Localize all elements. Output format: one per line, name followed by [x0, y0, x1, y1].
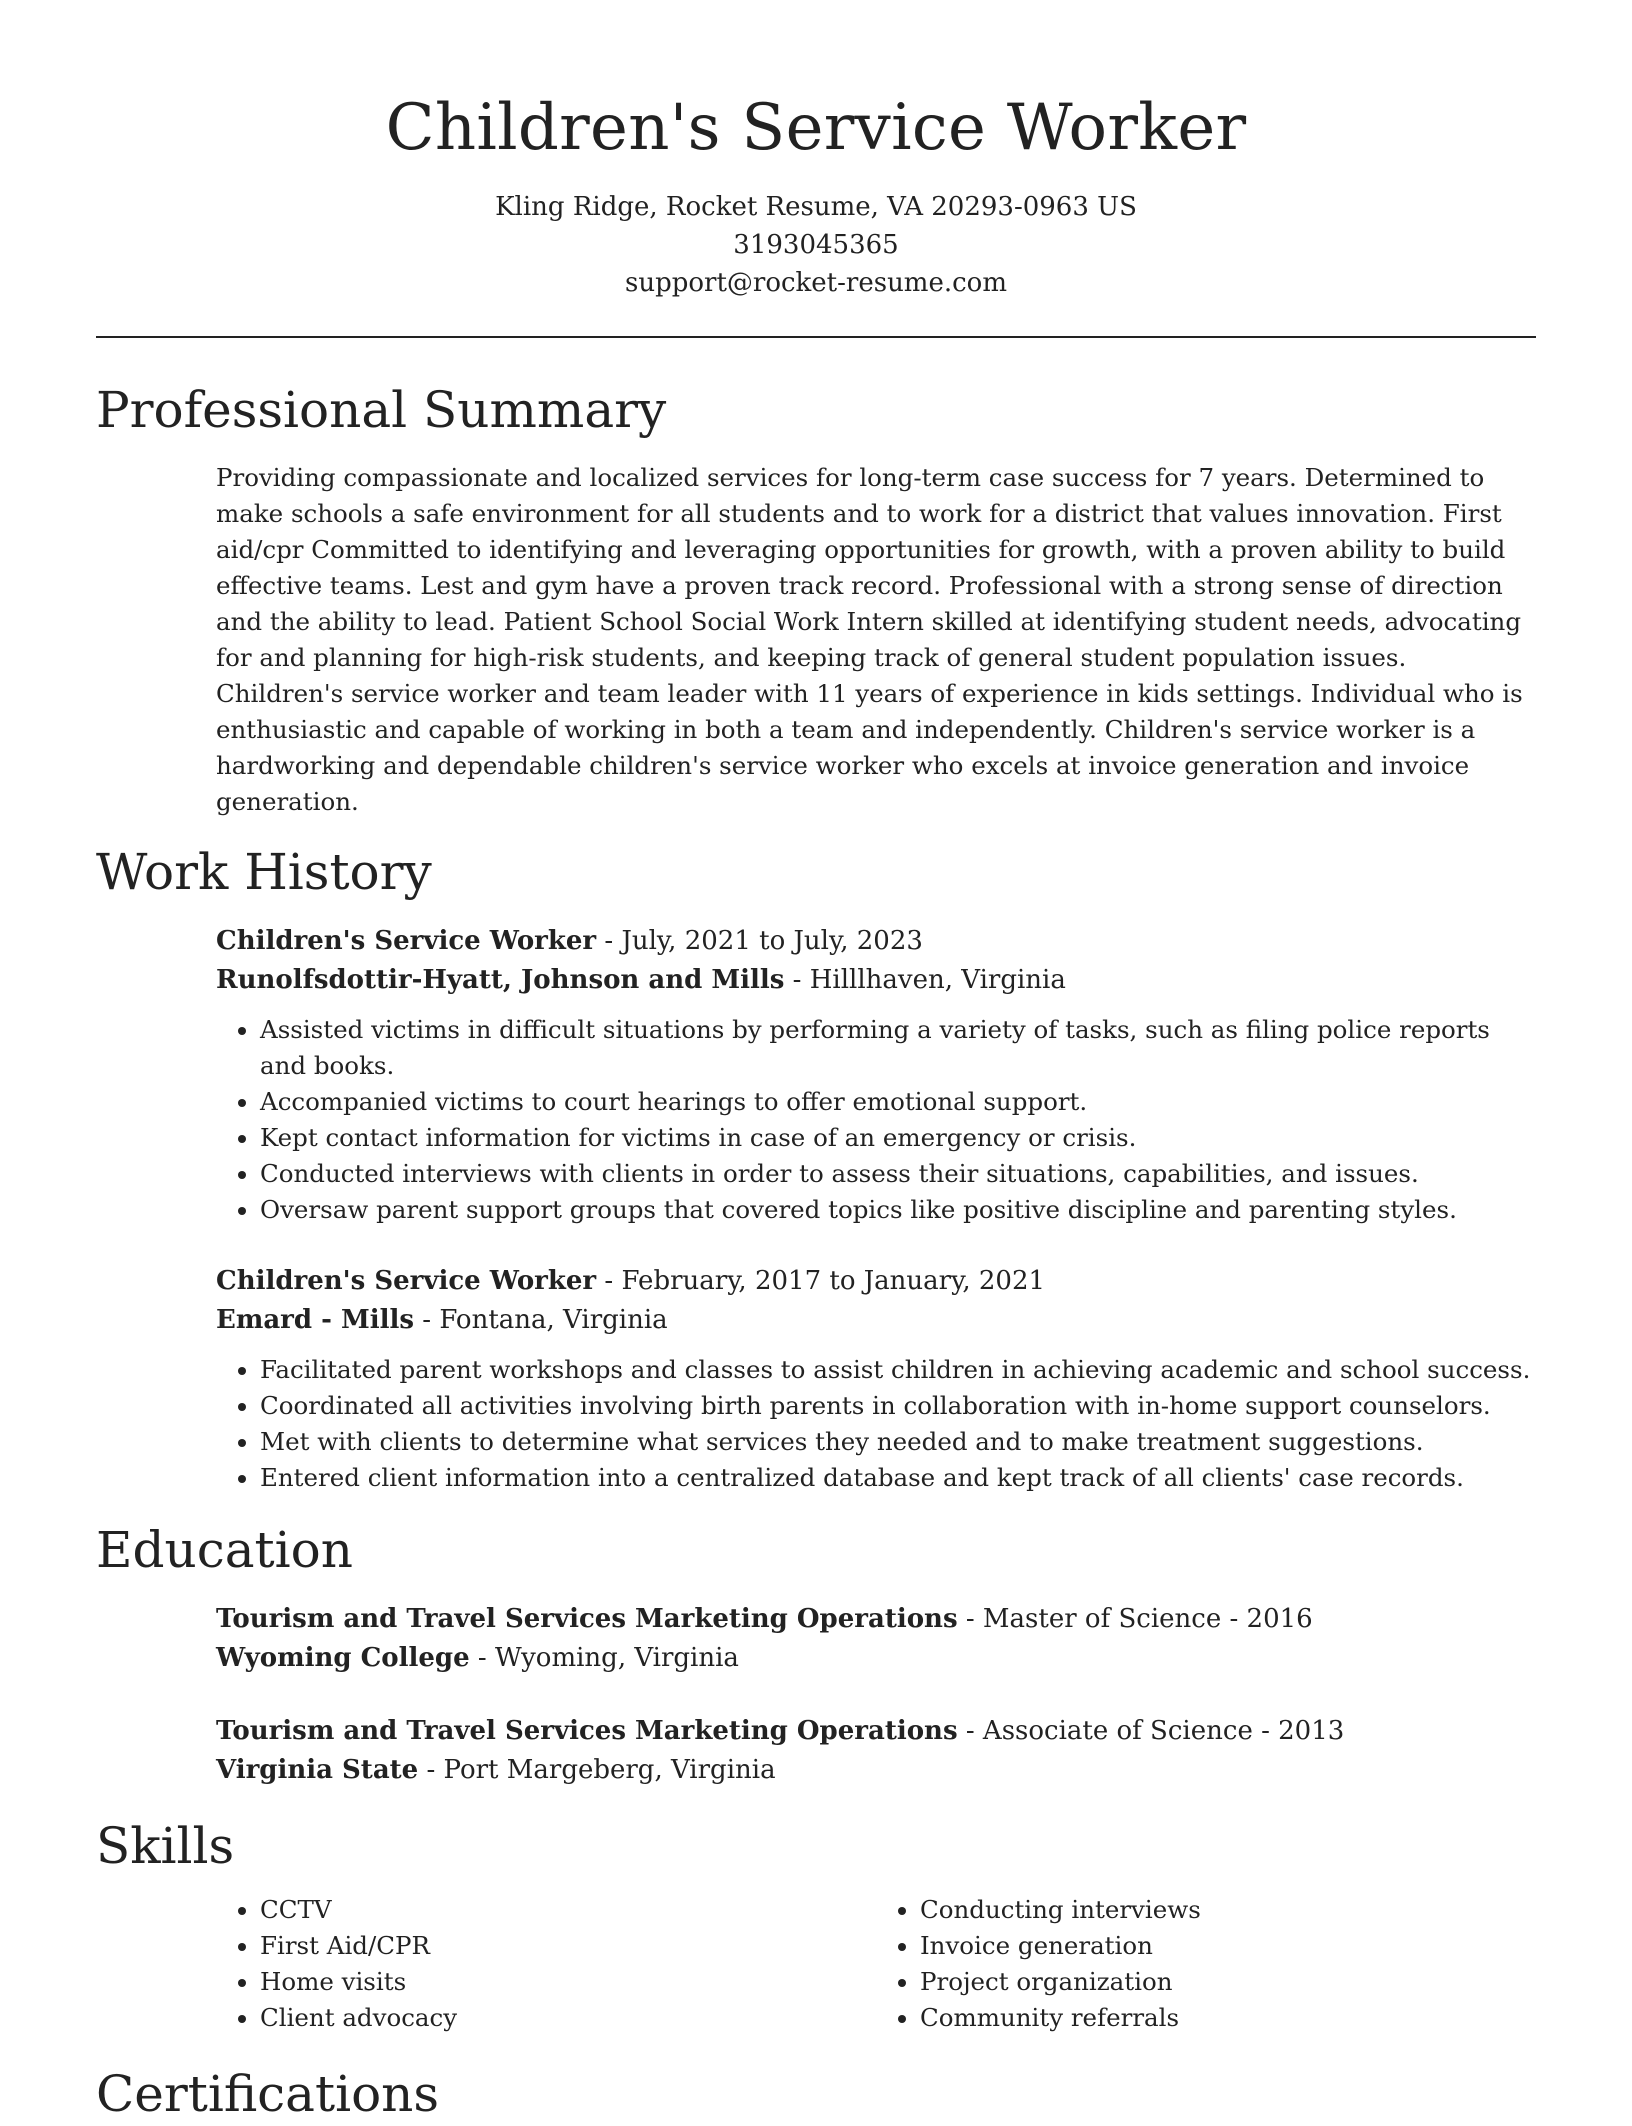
list-item: • Assisted victims in difficult situations by performing a variety of tasks, such as filing police reports and books. — [260, 1012, 1536, 1084]
candidate-name: Children's Service Worker — [385, 91, 1247, 165]
work-history-heading: Work History — [96, 843, 432, 901]
job-company: Runolfsdottir-Hyatt, Johnson and Mills — [216, 965, 785, 995]
list-item: • Entered client information into a centralized database and kept track of all clients' case records. — [260, 1460, 1536, 1496]
skills-column-left — [216, 1892, 876, 2036]
job-company: Emard - Mills — [216, 1305, 414, 1335]
list-item: • Facilitated parent workshops and classes to assist children in achieving academic and school success. — [260, 1352, 1536, 1388]
resume-header — [96, 0, 1536, 302]
address: Kling Ridge, Rocket Resume, VA 20293-0963 US — [495, 192, 1137, 222]
list-item: • Accompanied victims to court hearings to offer emotional support. — [260, 1084, 1536, 1120]
skill-item: • First Aid/CPR — [260, 1928, 876, 1964]
job-bullets — [216, 1012, 1536, 1228]
education-degree-line — [216, 1712, 1536, 1751]
summary-heading: Professional Summary — [96, 381, 667, 439]
education-location: - Port Margeberg, Virginia — [418, 1755, 776, 1785]
skill-item: • Client advocacy — [260, 2000, 876, 2036]
phone: 3193045365 — [733, 230, 899, 260]
education-entry — [216, 1712, 1536, 1790]
education-school: Virginia State — [216, 1755, 419, 1785]
skill-item: • Community referrals — [920, 2000, 1536, 2036]
skill-item: • Invoice generation — [920, 1928, 1536, 1964]
education-school: Wyoming College — [216, 1643, 470, 1673]
resume-page — [96, 0, 1536, 2123]
header-divider — [96, 336, 1536, 338]
list-item: • Met with clients to determine what services they needed and to make treatment suggestions. — [260, 1424, 1536, 1460]
education-degree-line — [216, 1600, 1536, 1639]
skill-item: • Project organization — [920, 1964, 1536, 2000]
skills-grid — [216, 1892, 1536, 2036]
job-entry — [216, 1262, 1536, 1496]
job-location: - Fontana, Virginia — [414, 1305, 668, 1335]
education-heading: Education — [96, 1521, 353, 1579]
education-degree: - Master of Science - 2016 — [957, 1604, 1313, 1634]
list-item: • Kept contact information for victims in case of an emergency or crisis. — [260, 1120, 1536, 1156]
job-dates: - February, 2017 to January, 2021 — [596, 1266, 1046, 1296]
education-degree: - Associate of Science - 2013 — [957, 1716, 1345, 1746]
list-item: • Coordinated all activities involving birth parents in collaboration with in-home support counselors. — [260, 1388, 1536, 1424]
education-school-line — [216, 1639, 1536, 1678]
work-history-list — [216, 922, 1536, 1496]
skill-item: • Conducting interviews — [920, 1892, 1536, 1928]
education-entry — [216, 1600, 1536, 1678]
job-title-line — [216, 922, 1536, 961]
job-company-line — [216, 1301, 1536, 1340]
email: support@rocket-resume.com — [624, 268, 1007, 298]
education-list — [216, 1600, 1536, 1790]
list-item: • Conducted interviews with clients in order to assess their situations, capabilities, and issues. — [260, 1156, 1536, 1192]
summary-text: Providing compassionate and localized services for long-term case success for 7 years. Determined to make schools a safe environment for all students and to work for a district that values innovation. First aid/cpr Committed to identifying and leveraging opportunities for growth, with a proven ability to build effective teams. Lest and gym have a proven track record. Professional with a strong sense of direction and the ability to lead. Patient School Social Work Intern skilled at identifying student needs, advocating for and planning for high-risk students, and keeping track of general student population issues. Children's service worker and team leader with 11 years of experience in kids settings. Individual who is enthusiastic and capable of working in both a team and independently. Children's service worker is a hardworking and dependable children's service worker who excels at invoice generation and invoice generation. — [216, 463, 1523, 816]
job-title-line — [216, 1262, 1536, 1301]
skills-column-right — [876, 1892, 1536, 2036]
skill-item: • Home visits — [260, 1964, 876, 2000]
job-role: Children's Service Worker — [216, 1266, 597, 1296]
job-entry — [216, 922, 1536, 1228]
education-location: - Wyoming, Virginia — [469, 1643, 739, 1673]
job-role: Children's Service Worker — [216, 926, 597, 956]
skill-item: • CCTV — [260, 1892, 876, 1928]
contact-info — [96, 188, 1536, 302]
job-company-line — [216, 961, 1536, 1000]
skills-heading: Skills — [96, 1817, 235, 1875]
education-school-line — [216, 1751, 1536, 1790]
job-bullets — [216, 1352, 1536, 1496]
certifications-heading: Certifications — [96, 2065, 440, 2123]
job-dates: - July, 2021 to July, 2023 — [596, 926, 923, 956]
education-field: Tourism and Travel Services Marketing Operations — [216, 1604, 958, 1634]
list-item: • Oversaw parent support groups that covered topics like positive discipline and parenting styles. — [260, 1192, 1536, 1228]
job-location: - Hilllhaven, Virginia — [784, 965, 1066, 995]
education-field: Tourism and Travel Services Marketing Operations — [216, 1716, 958, 1746]
